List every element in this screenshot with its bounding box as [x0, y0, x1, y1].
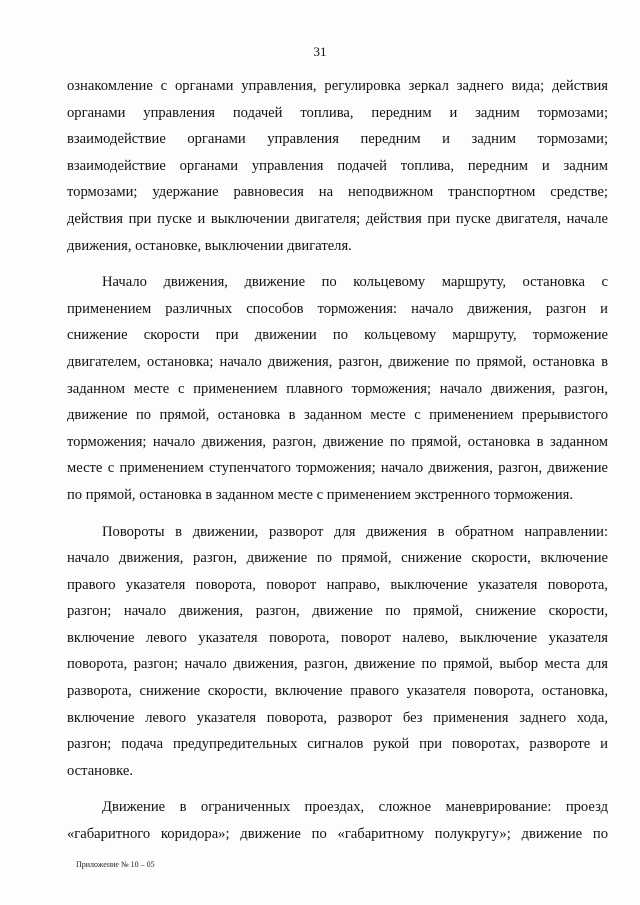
paragraph-1: [67, 73, 608, 259]
text-line: включение левого указателя поворота, разворот без применения заднего хода,: [67, 709, 608, 726]
text-line: «габаритного коридора»; движение по «габаритному полукругу»; движение по: [67, 826, 608, 843]
text-line: взаимодействие органами управления подачей топлива, передним и задним: [67, 157, 608, 174]
text-line: действия при пуске и выключении двигателя; действия при пуске двигателя, начале: [67, 210, 608, 227]
text-line: правого указателя поворота, поворот направо, выключение указателя поворота,: [67, 576, 608, 593]
text-line: разгон; подача предупредительных сигналов рукой при поворотах, развороте и: [67, 736, 608, 753]
text-line: разгон; начало движения, разгон, движение по прямой, снижение скорости,: [67, 603, 608, 620]
text-line: включение левого указателя поворота, поворот налево, выключение указателя: [67, 629, 608, 646]
paragraph-4: [67, 794, 608, 847]
text-line: заданном месте с применением плавного торможения; начало движения, разгон,: [67, 380, 608, 397]
text-line: двигателем, остановка; начало движения, разгон, движение по прямой, остановка в: [67, 353, 608, 370]
text-line: применением различных способов торможения: начало движения, разгон и: [67, 300, 608, 317]
text-line: Начало движения, движение по кольцевому маршруту, остановка с: [102, 274, 608, 291]
text-line: месте с применением ступенчатого торможения; начало движения, разгон, движение: [67, 460, 608, 477]
text-line: поворота, разгон; начало движения, разгон, движение по прямой, выбор места для: [67, 656, 608, 673]
text-line: Повороты в движении, разворот для движения в обратном направлении:: [102, 523, 608, 540]
paragraph-gap: [67, 509, 608, 519]
paragraph-2: [67, 269, 608, 508]
paragraph-gap: [67, 784, 608, 794]
text-line: остановке.: [67, 762, 134, 779]
text-line: Движение в ограниченных проездах, сложное маневрирование: проезд: [102, 799, 608, 816]
text-line: начало движения, разгон, движение по прямой, снижение скорости, включение: [67, 550, 608, 567]
text-line: снижение скорости при движении по кольцевому маршруту, торможение: [67, 327, 608, 344]
text-line: по прямой, остановка в заданном месте с применением экстренного торможения.: [67, 486, 574, 503]
paragraph-gap: [67, 259, 608, 269]
text-line: движения, остановке, выключении двигателя.: [67, 237, 352, 254]
text-line: взаимодействие органами управления передним и задним тормозами;: [67, 131, 608, 148]
text-line: разворота, снижение скорости, включение правого указателя поворота, остановка,: [67, 683, 608, 700]
text-line: ознакомление с органами управления, регулировка зеркал заднего вида; действия: [67, 78, 608, 94]
text-line: тормозами; удержание равновесия на неподвижном транспортном средстве;: [67, 184, 608, 201]
body-text: [67, 73, 608, 848]
page-footer: Приложение № 10 – 05: [76, 860, 155, 869]
text-line: органами управления подачей топлива, передним и задним тормозами;: [67, 104, 608, 121]
text-line: движение по прямой, остановка в заданном месте с применением прерывистого: [67, 407, 608, 424]
text-line: торможения; начало движения, разгон, движение по прямой, остановка в заданном: [67, 433, 608, 450]
paragraph-3: [67, 519, 608, 785]
page-number: 31: [313, 44, 327, 59]
